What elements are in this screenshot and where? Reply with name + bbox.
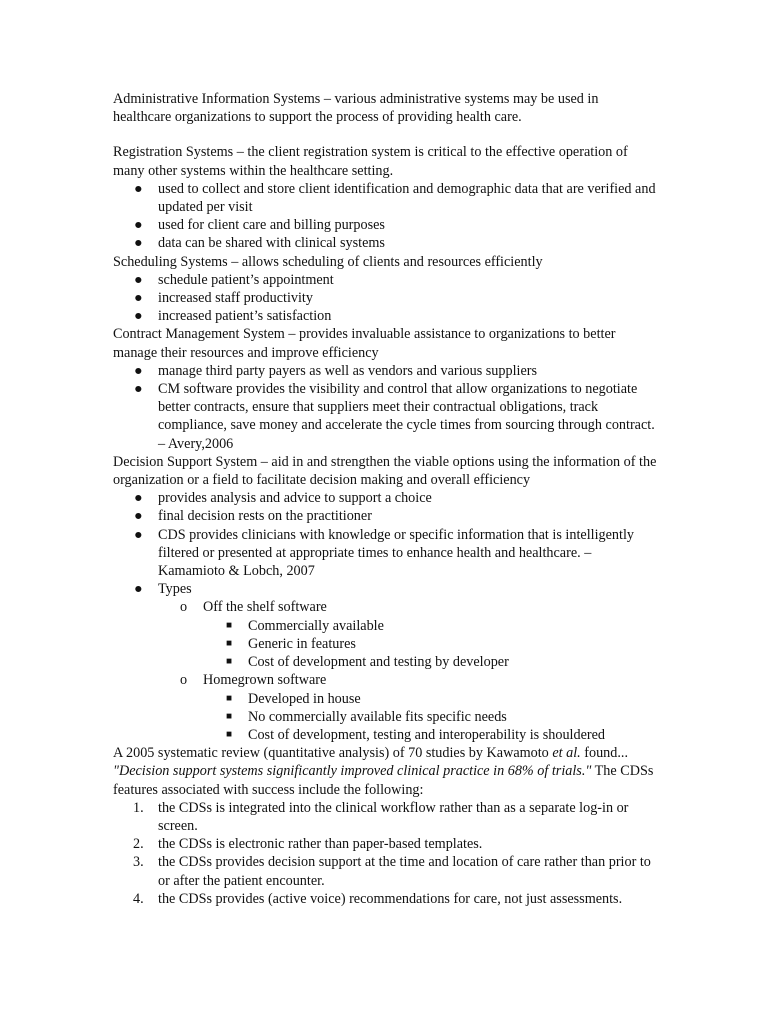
list-item: ● CM software provides the visibility and control that allow organizations to negotiate better contracts, ensure that suppliers meet their contractual obligations, track compliance, save money and accelerate the cycle times from sourcing through contract. – Avery,2006 — [134, 381, 655, 452]
list-item: ● increased staff productivity — [134, 290, 313, 307]
list-item: ● data can be shared with clinical systems — [134, 235, 385, 252]
list-item: ● manage third party payers as well as vendors and various suppliers — [134, 362, 538, 379]
list-item: 1. the CDSs is integrated into the clinical workflow rather than as a separate log-in or screen. — [133, 799, 629, 834]
bullet-icon: ● — [134, 308, 143, 325]
square-bullet-icon: ■ — [226, 692, 233, 704]
circle-bullet-icon: o — [180, 599, 188, 616]
list-item: ■ Developed in house — [226, 690, 361, 707]
list-item: ● increased patient’s satisfaction — [134, 308, 332, 325]
circle-bullet-icon: o — [180, 672, 188, 689]
registration-list — [113, 180, 768, 253]
success-features-list — [113, 799, 768, 908]
list-item: ● used to collect and store client identification and demographic data that are verified and updated per visit — [134, 180, 656, 216]
bullet-icon: ● — [134, 217, 143, 234]
square-bullet-icon: ■ — [226, 619, 233, 631]
list-item: ● CDS provides clinicians with knowledge or specific information that is intelligently filtered or presented at appropriate times to enhance health and healthcare. – Kamamioto & Lobch, 2007 — [134, 526, 634, 580]
list-item: ● final decision rests on the practitioner — [134, 508, 372, 525]
bullet-icon: ● — [134, 526, 143, 543]
list-item-types: ● Types o Off the shelf software ■ Commercially available ■ Generic in features ■ Cost of development and testing by developer o Homegrown software ■ Developed in house ■ No commercially available fits specific needs ■ Cost of development, testing and interoperability is shouldered — [113, 580, 658, 744]
list-item: ■ Generic in features — [226, 635, 356, 652]
bullet-icon: ● — [134, 381, 143, 398]
bullet-icon: ● — [134, 581, 143, 598]
square-bullet-icon: ■ — [226, 728, 233, 740]
bullet-icon: ● — [134, 180, 143, 197]
contract-list — [113, 362, 768, 453]
square-bullet-icon: ■ — [226, 656, 233, 668]
list-item: ■ Cost of development, testing and interoperability is shouldered — [226, 726, 605, 743]
square-bullet-icon: ■ — [226, 710, 233, 722]
registration-heading: Registration Systems – the client registration system is critical to the effective operation of many other systems within the healthcare setting. — [113, 144, 628, 179]
scheduling-heading: Scheduling Systems – allows scheduling of clients and resources efficiently — [113, 253, 543, 270]
contract-heading: Contract Management System – provides invaluable assistance to organizations to better manage their resources and improve efficiency — [113, 326, 616, 361]
review-quote: "Decision support systems significantly improved clinical practice in 68% of trials." — [113, 763, 592, 780]
bullet-icon: ● — [134, 490, 143, 507]
list-item: ● used for client care and billing purposes — [134, 217, 385, 234]
homegrown-list — [203, 690, 613, 745]
bullet-icon: ● — [134, 271, 143, 288]
bullet-icon: ● — [134, 508, 143, 525]
list-item: ■ Commercially available — [226, 617, 384, 634]
type-off-the-shelf: o Off the shelf software ■ Commercially available ■ Generic in features ■ Cost of development and testing by developer — [158, 598, 613, 671]
decision-support-list — [113, 489, 768, 744]
list-item: 4. the CDSs provides (active voice) recommendations for care, not just assessments. — [133, 890, 623, 907]
types-list — [158, 598, 658, 744]
list-item: ● provides analysis and advice to support a choice — [134, 490, 432, 507]
list-item: 3. the CDSs provides decision support at the time and location of care rather than prior to or after the patient encounter. — [133, 854, 651, 889]
list-item: ● schedule patient’s appointment — [134, 271, 334, 288]
type-homegrown: o Homegrown software ■ Developed in house ■ No commercially available fits specific needs ■ Cost of development, testing and interoperability is shouldered — [158, 671, 613, 744]
scheduling-list — [113, 271, 768, 326]
list-item: ■ No commercially available fits specific needs — [226, 708, 507, 725]
review-paragraph: A 2005 systematic review (quantitative analysis) of 70 studies by Kawamoto et al. found... "Decision support systems significantly improved clinical practice in 68% of trials." The CDSs features associated with success include the following: — [113, 745, 654, 798]
off-the-shelf-list — [203, 617, 613, 672]
square-bullet-icon: ■ — [226, 637, 233, 649]
list-item: ■ Cost of development and testing by developer — [226, 654, 509, 671]
list-item: 2. the CDSs is electronic rather than paper-based templates. — [133, 836, 483, 853]
decision-support-heading: Decision Support System – aid in and strengthen the viable options using the information of the organization or a field to facilitate decision making and overall efficiency — [113, 453, 657, 489]
bullet-icon: ● — [134, 235, 143, 252]
bullet-icon: ● — [134, 362, 143, 379]
bullet-icon: ● — [134, 290, 143, 307]
intro-paragraph: Administrative Information Systems – various administrative systems may be used in healthcare organizations to support the process of providing health care. — [113, 91, 599, 126]
